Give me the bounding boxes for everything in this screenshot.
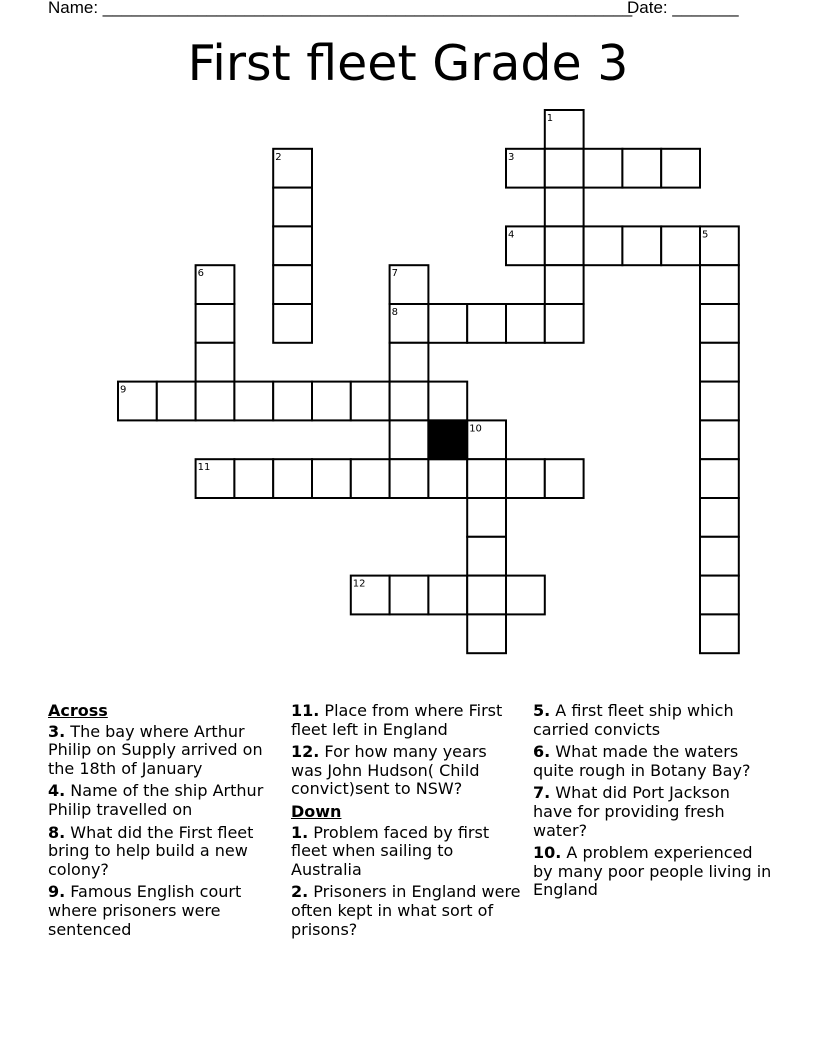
grid-cell[interactable] [467, 498, 506, 537]
clue-text: A problem experienced by many poor people living in England [533, 843, 772, 900]
grid-cell[interactable] [700, 498, 739, 537]
clue-down-7 [533, 784, 773, 840]
clue-down-6 [533, 743, 773, 780]
grid-cell[interactable] [390, 420, 429, 459]
grid-cell[interactable] [700, 304, 739, 343]
grid-cell[interactable] [506, 459, 545, 498]
grid-cell[interactable] [351, 459, 390, 498]
grid-cell[interactable] [584, 149, 623, 188]
grid-cell[interactable] [351, 382, 390, 421]
clue-text: Name of the ship Arthur Philip travelled on [48, 781, 264, 819]
clue-number: 9. [48, 882, 66, 902]
clue-number: 5. [533, 701, 551, 720]
grid-cell[interactable] [312, 459, 351, 498]
grid-cell[interactable] [390, 576, 429, 615]
grid-cell[interactable] [273, 382, 312, 421]
clue-across-12 [291, 743, 523, 799]
clue-text: Prisoners in England were often kept in what sort of prisons? [291, 882, 521, 939]
grid-cell[interactable] [545, 265, 584, 304]
grid-cell[interactable] [273, 459, 312, 498]
grid-clue-number: 10 [469, 423, 482, 435]
clue-across-11 [291, 702, 523, 739]
clue-down-10 [533, 844, 773, 900]
grid-cell[interactable] [545, 149, 584, 188]
grid-cell[interactable] [545, 304, 584, 343]
clue-across-8 [48, 824, 280, 880]
grid-cell[interactable] [428, 576, 467, 615]
grid-cell[interactable] [273, 304, 312, 343]
grid-cell[interactable] [196, 343, 235, 382]
grid-cell[interactable] [157, 382, 196, 421]
grid-cell[interactable] [467, 614, 506, 653]
clue-across-4 [48, 782, 280, 819]
grid-clue-number: 9 [120, 384, 127, 396]
grid-cell[interactable] [661, 149, 700, 188]
clue-number: 8. [48, 822, 66, 842]
grid-clue-number: 1 [546, 113, 554, 124]
grid-cell[interactable] [700, 420, 739, 459]
clues-column-3 [533, 702, 773, 904]
grid-clue-number: 12 [352, 578, 366, 590]
grid-cell[interactable] [273, 188, 312, 227]
grid-cell[interactable] [506, 576, 545, 615]
grid-cell[interactable] [234, 459, 273, 498]
clue-number: 2. [291, 882, 309, 902]
grid-cell[interactable] [545, 188, 584, 227]
date-field-label: Date: _______ [627, 0, 739, 17]
clue-text: Place from where First fleet left in England [291, 701, 503, 739]
grid-cell[interactable] [661, 226, 700, 265]
grid-cell[interactable] [273, 226, 312, 265]
grid-cell[interactable] [428, 459, 467, 498]
grid-clue-number: 8 [391, 307, 398, 318]
clue-across-3 [48, 723, 280, 779]
name-field-label: Name: ________________________________________________________ [48, 0, 633, 17]
grid-clue-number: 3 [508, 151, 515, 163]
down-heading: Down [291, 801, 342, 821]
clues-column-1 [48, 702, 280, 943]
clue-text: The bay where Arthur Philip on Supply arrived on the 18th of January [48, 721, 263, 778]
grid-cell[interactable] [196, 382, 235, 421]
grid-cell[interactable] [700, 343, 739, 382]
grid-cell[interactable] [700, 537, 739, 576]
grid-cell[interactable] [700, 382, 739, 421]
clue-number: 12. [291, 742, 320, 762]
clue-text: What did the First fleet bring to help build a new colony? [48, 822, 254, 879]
clue-down-5 [533, 702, 773, 739]
grid-cell[interactable] [390, 343, 429, 382]
clue-number: 6. [533, 742, 551, 762]
grid-cell[interactable] [700, 265, 739, 304]
clue-down-1 [291, 824, 523, 880]
clues-column-2 [291, 702, 523, 943]
grid-cell[interactable] [467, 459, 506, 498]
clue-number: 1. [291, 822, 309, 842]
grid-cell[interactable] [545, 459, 584, 498]
clue-text: Problem faced by first fleet when sailing to Australia [291, 822, 490, 879]
grid-cell[interactable] [234, 382, 273, 421]
grid-cell[interactable] [506, 304, 545, 343]
grid-cell[interactable] [390, 382, 429, 421]
clue-number: 11. [291, 701, 320, 720]
grid-clue-number: 4 [508, 229, 515, 241]
clue-down-2 [291, 883, 523, 939]
grid-cell[interactable] [622, 149, 661, 188]
grid-cell[interactable] [273, 265, 312, 304]
grid-cell[interactable] [467, 576, 506, 615]
grid-cell[interactable] [467, 304, 506, 343]
clue-text: For how many years was John Hudson( Child convict)sent to NSW? [291, 742, 487, 799]
clue-text: What did Port Jackson have for providing fresh water? [533, 783, 730, 840]
clue-number: 3. [48, 721, 66, 741]
clue-text: Famous English court where prisoners were sentenced [48, 882, 242, 939]
clue-text: What made the waters quite rough in Botany Bay? [533, 742, 751, 780]
clue-number: 7. [533, 783, 551, 803]
grid-cell[interactable] [428, 304, 467, 343]
grid-clue-number: 11 [197, 462, 211, 474]
grid-clue-number: 5 [702, 229, 709, 241]
grid-cell[interactable] [467, 537, 506, 576]
clue-number: 4. [48, 781, 66, 801]
grid-cell[interactable] [700, 576, 739, 615]
grid-cell[interactable] [584, 226, 623, 265]
grid-cell[interactable] [428, 382, 467, 421]
clue-number: 10. [533, 843, 562, 863]
grid-cell[interactable] [390, 459, 429, 498]
grid-clue-number: 7 [391, 268, 398, 280]
grid-cell[interactable] [700, 614, 739, 653]
grid-cell[interactable] [700, 459, 739, 498]
clue-text: A first fleet ship which carried convicts [533, 701, 734, 739]
grid-cell[interactable] [545, 226, 584, 265]
grid-cell[interactable] [622, 226, 661, 265]
clue-across-9 [48, 883, 280, 939]
grid-clue-number: 6 [197, 268, 204, 280]
grid-cell[interactable] [312, 382, 351, 421]
grid-cell[interactable] [196, 304, 235, 343]
grid-clue-number: 2 [275, 151, 282, 163]
grid-block-cell [428, 420, 467, 459]
page-title: First fleet Grade 3 [187, 35, 629, 92]
across-heading: Across [48, 701, 108, 720]
